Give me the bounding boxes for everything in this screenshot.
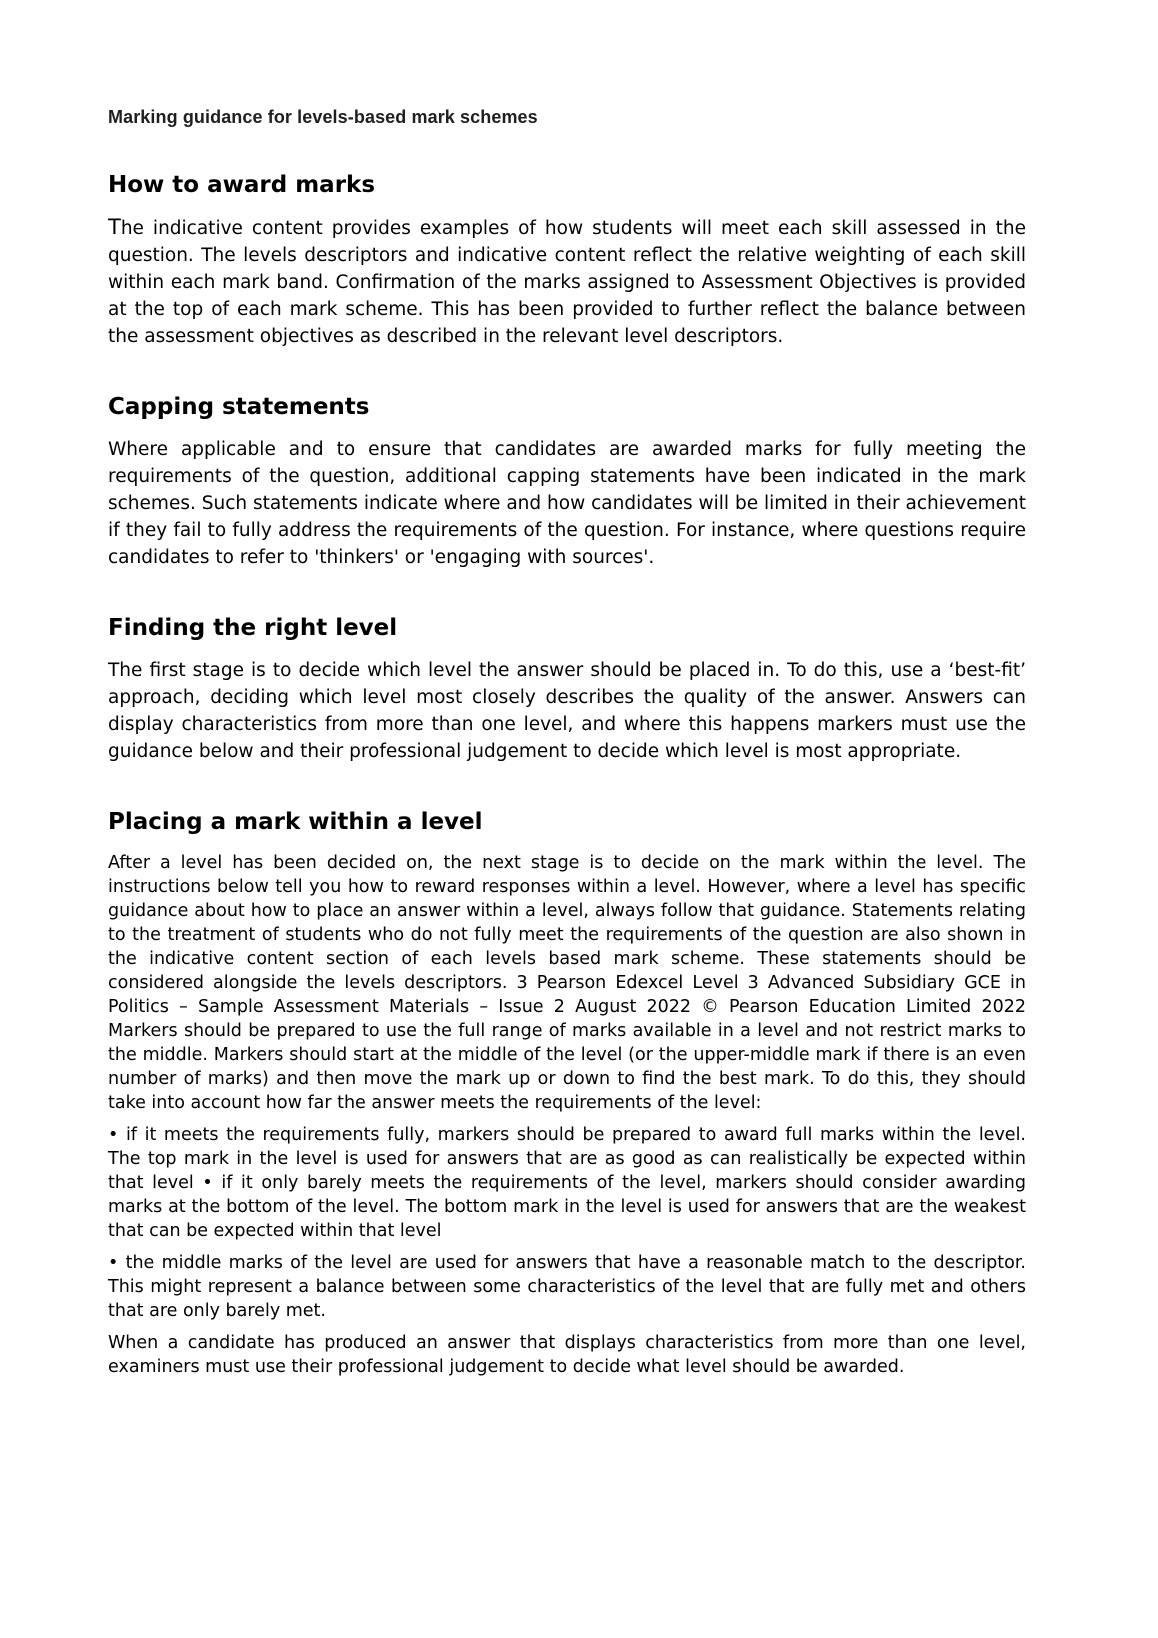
bullet-paragraph-full-and-bottom-marks: • if it meets the requirements fully, markers should be prepared to award full marks within the level. The top mark in the level is used for answers that are as good as can realistically be expected within that level • if it only barely meets the requirements of the level, markers should consider awarding marks at the bottom of the level. The bottom mark in the level is used for answers that are the weakest that can be expected within that level [108,1125,1026,1241]
heading-placing-a-mark-within-a-level: Placing a mark within a level [108,809,483,835]
section-placing-a-mark-within-a-level [108,807,1026,1379]
section-how-to-award-marks [108,170,1026,350]
heading-how-to-award-marks: How to award marks [108,172,376,198]
paragraph-placing-a-mark-intro: After a level has been decided on, the next stage is to decide on the mark within the level. The instructions below tell you how to reward responses within a level. However, where a level has specific guidance about how to place an answer within a level, always follow that guidance. Statements relating to the treatment of students who do not fully meet the requirements of the question are also shown in the indicative content section of each levels based mark scheme. These statements should be considered alongside the levels descriptors. 3 Pearson Edexcel Level 3 Advanced Subsidiary GCE in Politics – Sample Assessment Materials – Issue 2 August 2022 © Pearson Education Limited 2022 Markers should be prepared to use the full range of marks available in a level and not restrict marks to the middle. Markers should start at the middle of the level (or the upper-middle mark if there is an even number of marks) and then move the mark up or down to find the best mark. To do this, they should take into account how far the answer meets the requirements of the level: [108,853,1026,1113]
paragraph-finding-the-right-level: The first stage is to decide which level the answer should be placed in. To do this, use a ‘best-fit’ approach, deciding which level most closely describes the quality of the answer. Answers can display characteristics from more than one level, and where this happens markers must use the guidance below and their professional judgement to decide which level is most appropriate. [108,660,1026,762]
heading-capping-statements: Capping statements [108,394,370,420]
document-title: Marking guidance for levels-based mark schemes [108,107,538,127]
section-finding-the-right-level [108,613,1026,765]
bullet-paragraph-middle-marks: • the middle marks of the level are used for answers that have a reasonable match to the descriptor. This might represent a balance between some characteristics of the level that are fully met and others that are only barely met. [108,1253,1026,1321]
paragraph-capping-statements: Where applicable and to ensure that candidates are awarded marks for fully meeting the requirements of the question, additional capping statements have been indicated in the mark schemes. Such statements indicate where and how candidates will be limited in their achievement if they fail to fully address the requirements of the question. For instance, where questions require candidates to refer to 'thinkers' or 'engaging with sources'. [108,439,1026,568]
paragraph-multiple-level-characteristics: When a candidate has produced an answer that displays characteristics from more than one level, examiners must use their professional judgement to decide what level should be awarded. [108,1333,1026,1377]
section-capping-statements [108,392,1026,571]
paragraph-how-to-award-marks: The indicative content provides examples of how students will meet each skill assessed in the question. The levels descriptors and indicative content reflect the relative weighting of each skill within each mark band. Confirmation of the marks assigned to Assessment Objectives is provided at the top of each mark scheme. This has been provided to further reflect the balance between the assessment objectives as described in the relevant level descriptors. [108,215,1026,347]
heading-finding-the-right-level: Finding the right level [108,615,398,641]
